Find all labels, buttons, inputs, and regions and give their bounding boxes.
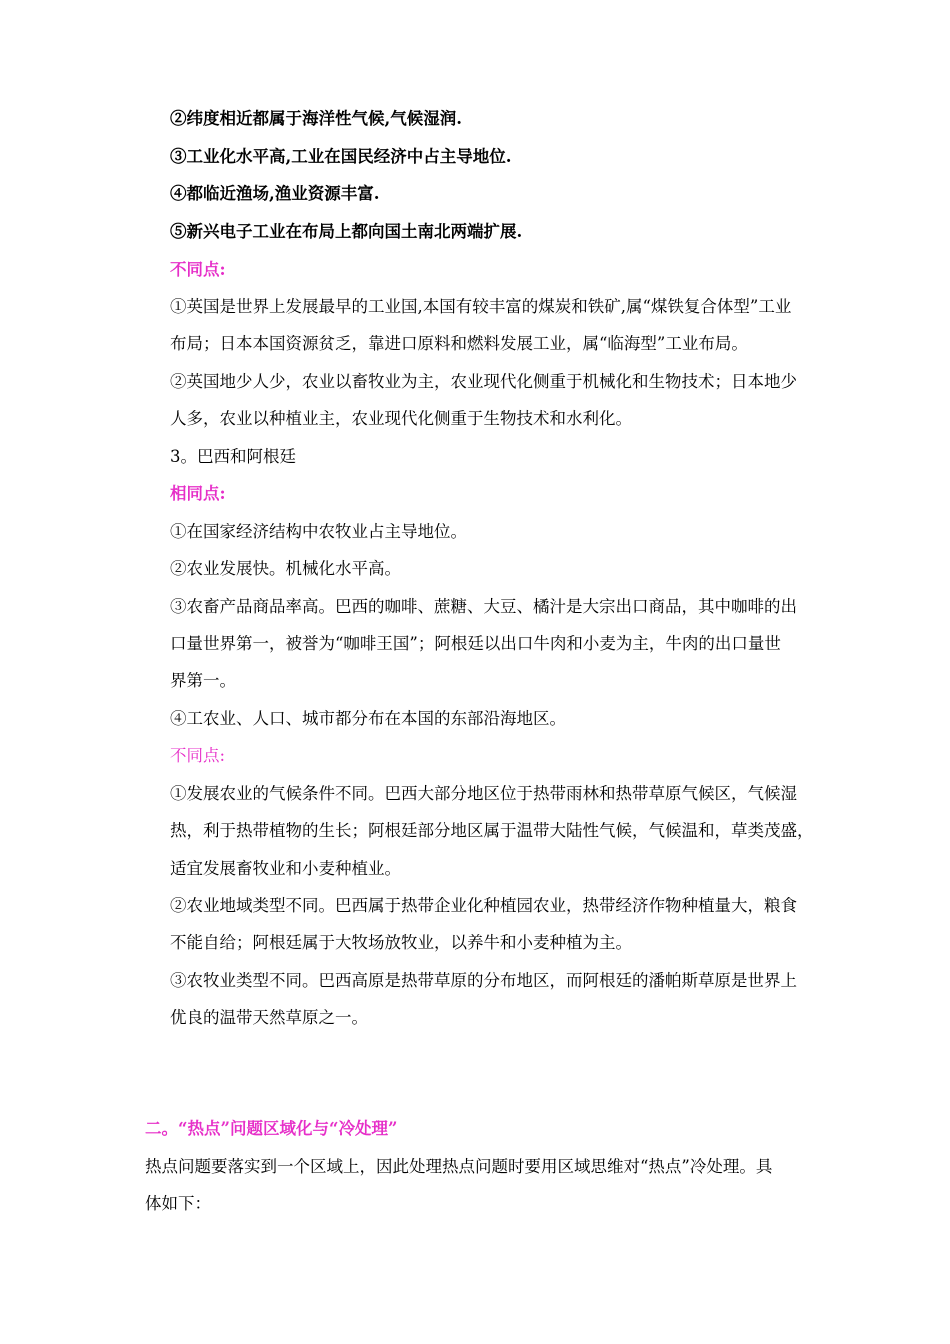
- line-pampas: 优良的温带天然草原之一。: [170, 1008, 368, 1027]
- line-first-in-world: 界第一。: [170, 671, 236, 690]
- heading-similarities: 相同点:: [170, 484, 226, 503]
- line-fishery: ④都临近渔场,渔业资源丰富.: [170, 184, 380, 203]
- line-ranching: 不能自给；阿根廷属于大牧场放牧业，以养牛和小麦种植为主。: [170, 933, 632, 952]
- line-uk-agriculture: ②英国地少人少，农业以畜牧业为主，农业现代化侧重于机械化和生物技术；日本地少: [170, 372, 797, 391]
- line-industrialization: ③工业化水平高,工业在国民经济中占主导地位.: [170, 147, 512, 166]
- line-latitude: ②纬度相近都属于海洋性气候,气候湿润.: [170, 109, 462, 128]
- line-japan-agriculture: 人多，农业以种植业主，农业现代化侧重于生物技术和水利化。: [170, 409, 632, 428]
- heading-differences-1: 不同点:: [170, 260, 226, 279]
- line-hotspot-intro: 热点问题要落实到一个区域上，因此处理热点问题时要用区域思维对“热点”冷处理。具: [145, 1157, 773, 1176]
- line-commodity-rate: ③农畜产品商品率高。巴西的咖啡、蔗糖、大豆、橘汁是大宗出口商品，其中咖啡的出: [170, 597, 797, 616]
- line-mechanization: ②农业发展快。机械化水平高。: [170, 559, 401, 578]
- line-livestock-wheat: 适宜发展畜牧业和小麦种植业。: [170, 859, 401, 878]
- line-coffee-kingdom: 口量世界第一，被誉为“咖啡王国”；阿根廷以出口牛肉和小麦为主，牛肉的出口量世: [170, 634, 781, 653]
- line-uk-industry: ①英国是世界上发展最早的工业国,本国有较丰富的煤炭和铁矿,属“煤铁复合体型”工业: [170, 297, 792, 316]
- line-as-follows: 体如下：: [145, 1194, 211, 1213]
- line-agro-dominant: ①在国家经济结构中农牧业占主导地位。: [170, 522, 467, 541]
- section-hotspot-heading: 二。“热点”问题区域化与“冷处理”: [145, 1119, 398, 1138]
- line-regional-type: ②农业地域类型不同。巴西属于热带企业化种植园农业，热带经济作物种植量大，粮食: [170, 896, 797, 915]
- heading-differences-2: 不同点:: [170, 746, 226, 765]
- section-brazil-argentina: 3。巴西和阿根廷: [170, 447, 296, 466]
- line-grassland-type: ③农牧业类型不同。巴西高原是热带草原的分布地区，而阿根廷的潘帕斯草原是世界上: [170, 971, 797, 990]
- line-electronics: ⑤新兴电子工业在布局上都向国土南北两端扩展.: [170, 222, 523, 241]
- line-east-coast: ④工农业、人口、城市都分布在本国的东部沿海地区。: [170, 709, 566, 728]
- line-climate-conditions: ①发展农业的气候条件不同。巴西大部分地区位于热带雨林和热带草原气候区，气候湿: [170, 784, 797, 803]
- line-japan-industry: 布局；日本本国资源贫乏，靠进口原料和燃料发展工业，属“临海型”工业布局。: [170, 334, 748, 353]
- line-temperate-climate: 热，利于热带植物的生长；阿根廷部分地区属于温带大陆性气候，气候温和，草类茂盛，: [170, 821, 814, 840]
